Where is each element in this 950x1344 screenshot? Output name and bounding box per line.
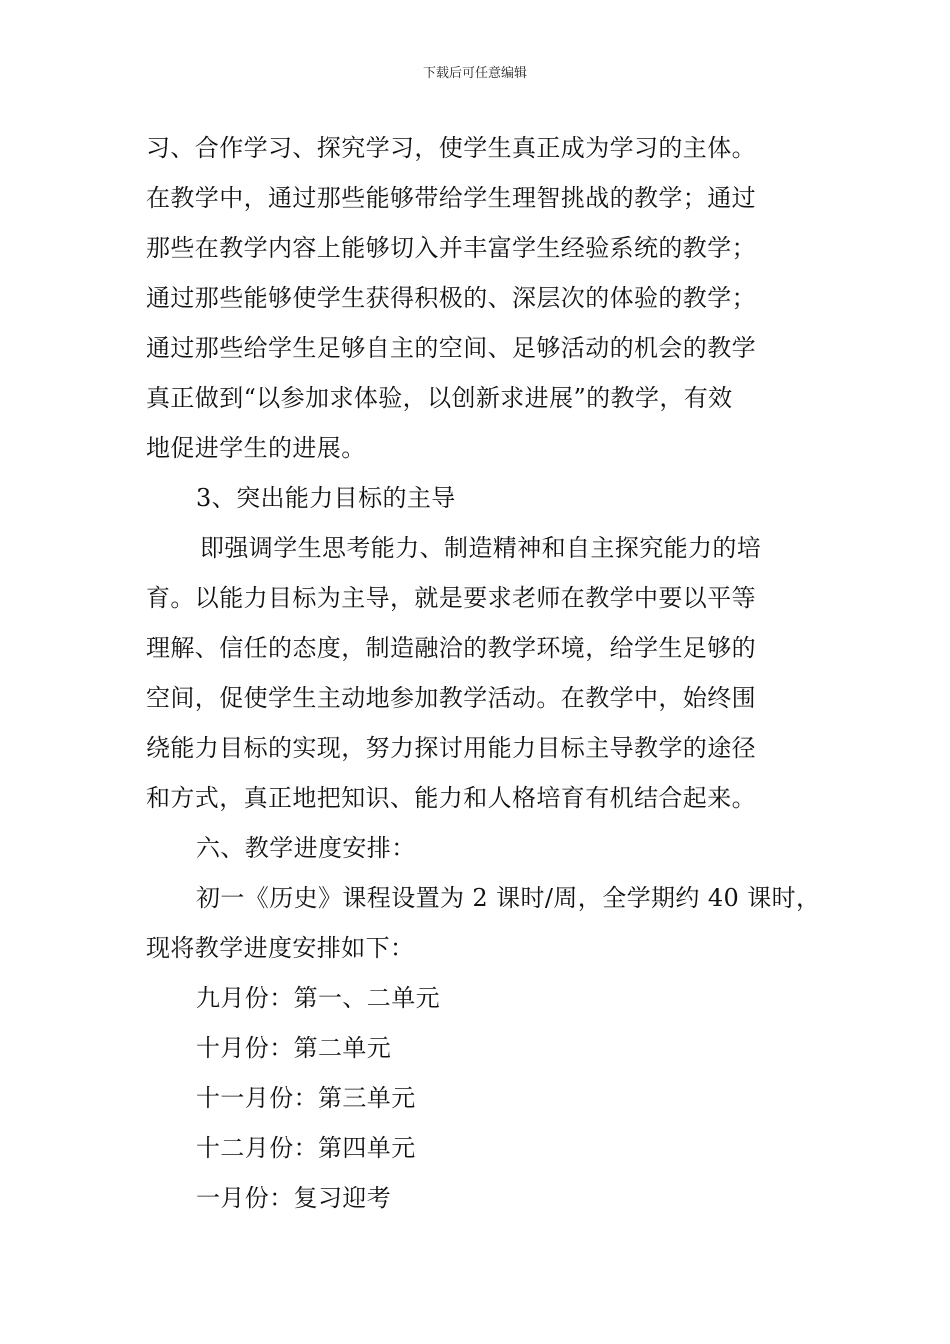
text-line: 习、合作学习、探究学习，使学生真正成为学习的主体。 <box>146 134 756 162</box>
document-body <box>146 123 821 1223</box>
page-header: 下载后可任意编辑 <box>422 66 527 81</box>
text-line: 真正做到“以参加求体验，以创新求进展”的教学，有效 <box>146 384 733 412</box>
schedule-item: 十一月份：第三单元 <box>196 1084 416 1112</box>
text-line: 理解、信任的态度，制造融洽的教学环境，给学生足够的 <box>146 634 756 662</box>
text-line: 现将教学进度安排如下： <box>146 934 415 962</box>
section-heading: 3、突出能力目标的主导 <box>196 484 456 512</box>
schedule-item: 一月份：复习迎考 <box>196 1184 392 1212</box>
text-line: 即强调学生思考能力、制造精神和自主探究能力的培 <box>200 534 762 562</box>
text-line: 地促进学生的进展。 <box>146 434 366 462</box>
schedule-item: 九月份：第一、二单元 <box>196 984 440 1012</box>
text-line: 在教学中，通过那些能够带给学生理智挑战的教学；通过 <box>146 184 756 212</box>
text-line: 和方式，真正地把知识、能力和人格培育有机结合起来。 <box>146 784 756 812</box>
text-line: 通过那些给学生足够自主的空间、足够活动的机会的教学 <box>146 334 756 362</box>
text-line: 初一《历史》课程设置为 2 课时/周，全学期约 40 课时， <box>196 884 821 912</box>
schedule-item: 十二月份：第四单元 <box>196 1134 416 1162</box>
section-heading: 六、教学进度安排： <box>196 834 416 862</box>
text-line: 空间，促使学生主动地参加教学活动。在教学中，始终围 <box>146 684 756 712</box>
text-line: 绕能力目标的实现，努力探讨用能力目标主导教学的途径 <box>146 734 756 762</box>
schedule-item: 十月份：第二单元 <box>196 1034 392 1062</box>
text-line: 育。以能力目标为主导，就是要求老师在教学中要以平等 <box>146 584 756 612</box>
text-line: 那些在教学内容上能够切入并丰富学生经验系统的教学； <box>146 234 756 262</box>
text-line: 通过那些能够使学生获得积极的、深层次的体验的教学； <box>146 284 756 312</box>
